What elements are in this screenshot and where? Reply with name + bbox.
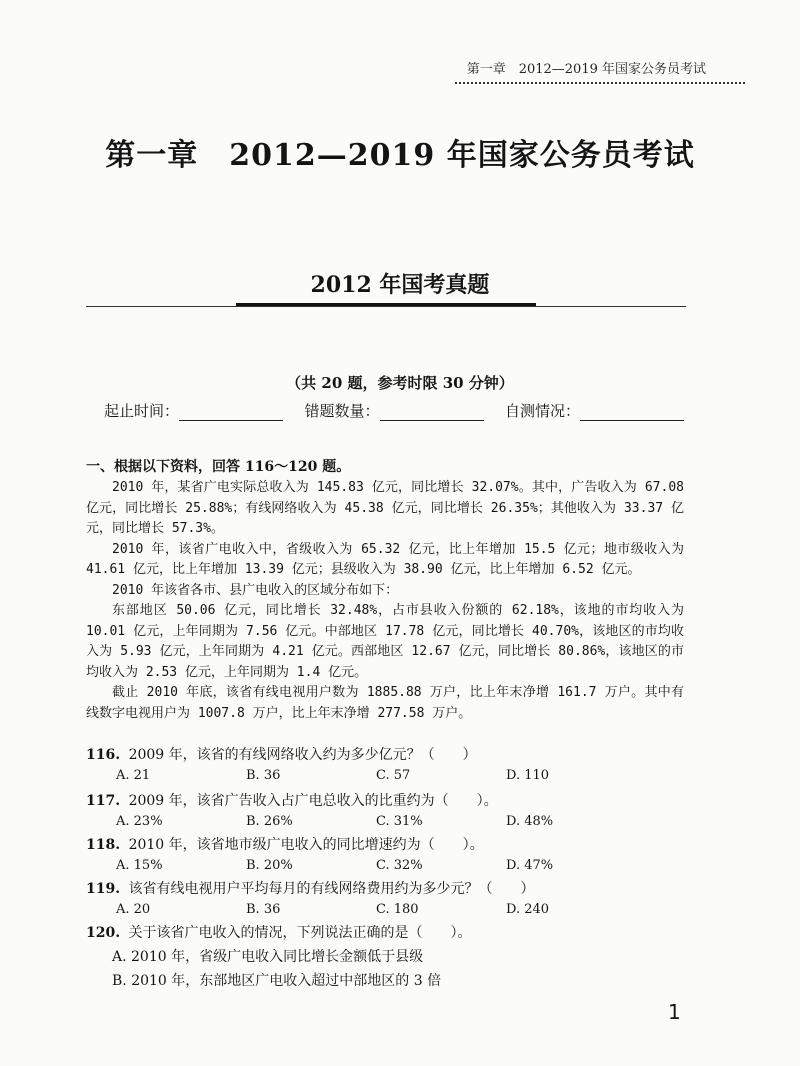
paragraph: 2010 年，某省广电实际总收入为 145.83 亿元，同比增长 32.07%。其中，广告收入为 67.08 亿元，同比增长 25.88%；有线网络收入为 45.38 亿元，同比增长 26.35%；其他收入为 33.37 亿元，同比增长 57.3%。 xyxy=(86,480,684,536)
paragraph: 2010 年，该省广电收入中，省级收入为 65.32 亿元，比上年增加 15.5 亿元；地市级收入为 41.61 亿元，比上年增加 13.39 亿元；县级收入为 38.90 亿元，比上年增加 6.52 亿元。 xyxy=(86,541,684,577)
option: B. 36 xyxy=(246,902,281,917)
paragraph: 东部地区 50.06 亿元，同比增长 32.48%，占市县收入份额的 62.18%，该地的市均收入为 10.01 亿元，上年同期为 7.56 亿元。中部地区 17.78 亿元，同比增长 40.70%，该地区的市均收入为 5.93 亿元，上年同期为 4.21 亿元。西部地区 12.67 亿元，同比增长 80.86%，该地区的市均收入为 2.53 亿元，上年同期为 1.4 亿元。 xyxy=(86,603,684,680)
chapter-title: 第一章 2012—2019 年国家公务员考试 xyxy=(105,138,695,173)
title-rule-thick xyxy=(236,303,536,306)
field-blank xyxy=(380,402,484,421)
question-118 xyxy=(86,834,484,854)
question-116 xyxy=(86,744,477,764)
option: D. 47% xyxy=(506,858,554,873)
field-self-assessment xyxy=(505,400,684,421)
question-number: 119. xyxy=(86,881,121,897)
field-label: 起止时间： xyxy=(104,402,180,420)
paragraph: 2010 年该省各市、县广电收入的区域分布如下： xyxy=(112,582,399,598)
question-text: 2010 年，该省地市级广电收入的同比增速约为（ ）。 xyxy=(128,837,484,853)
option: A. 23% xyxy=(116,814,163,829)
field-label: 错题数量： xyxy=(304,402,380,420)
statement-b: B. 2010 年，东部地区广电收入超过中部地区的 3 倍 xyxy=(112,973,442,989)
option: A. 21 xyxy=(116,768,151,783)
question-text: 2009 年，该省的有线网络收入约为多少亿元？（ ） xyxy=(128,747,477,763)
option: C. 180 xyxy=(376,902,419,917)
option: D. 110 xyxy=(506,768,550,783)
question-number: 116. xyxy=(86,747,121,763)
question-number: 117. xyxy=(86,793,121,809)
option: A. 15% xyxy=(116,858,163,873)
options-119 xyxy=(116,902,636,917)
header-dotted-rule xyxy=(455,82,745,84)
option: D. 48% xyxy=(506,814,554,829)
title-rule-thin xyxy=(86,306,686,307)
question-119 xyxy=(86,878,535,898)
page-number: 1 xyxy=(668,1000,681,1024)
question-number: 120. xyxy=(86,925,121,941)
self-check-fields xyxy=(104,400,684,421)
material-text xyxy=(86,478,684,724)
option: B. 26% xyxy=(246,814,293,829)
part-heading: 一、根据以下资料，回答 116～120 题。 xyxy=(86,459,351,475)
field-label: 自测情况： xyxy=(504,402,580,420)
running-header: 第一章 2012—2019 年国家公务员考试 xyxy=(466,62,706,77)
statement-a: A. 2010 年，省级广电收入同比增长金额低于县级 xyxy=(112,949,424,965)
option: B. 20% xyxy=(246,858,293,873)
question-text: 2009 年，该省广告收入占广电总收入的比重约为（ ）。 xyxy=(128,793,498,809)
option: D. 240 xyxy=(506,902,550,917)
options-118 xyxy=(116,858,636,873)
section-title: 2012 年国考真题 xyxy=(310,272,490,298)
question-text: 关于该省广电收入的情况，下列说法正确的是（ ）。 xyxy=(128,925,472,941)
field-errors xyxy=(304,400,483,421)
field-blank xyxy=(580,402,684,421)
option: A. 20 xyxy=(116,902,151,917)
paragraph: 截止 2010 年底，该省有线电视用户数为 1885.88 万户，比上年末净增 161.7 万户。其中有线数字电视用户为 1007.8 万户，比上年末净增 277.58 万户。 xyxy=(86,685,684,721)
options-117 xyxy=(116,814,636,829)
field-time xyxy=(104,400,283,421)
options-116 xyxy=(116,768,636,783)
question-text: 该省有线电视用户平均每月的有线网络费用约为多少元？（ ） xyxy=(128,881,535,897)
question-number: 118. xyxy=(86,837,121,853)
option: C. 31% xyxy=(376,814,423,829)
option: C. 32% xyxy=(376,858,423,873)
option: B. 36 xyxy=(246,768,281,783)
question-117 xyxy=(86,790,498,810)
question-120 xyxy=(86,922,472,942)
field-blank xyxy=(179,402,283,421)
option: C. 57 xyxy=(376,768,411,783)
exam-info: （共 20 题，参考时限 30 分钟） xyxy=(286,374,514,392)
